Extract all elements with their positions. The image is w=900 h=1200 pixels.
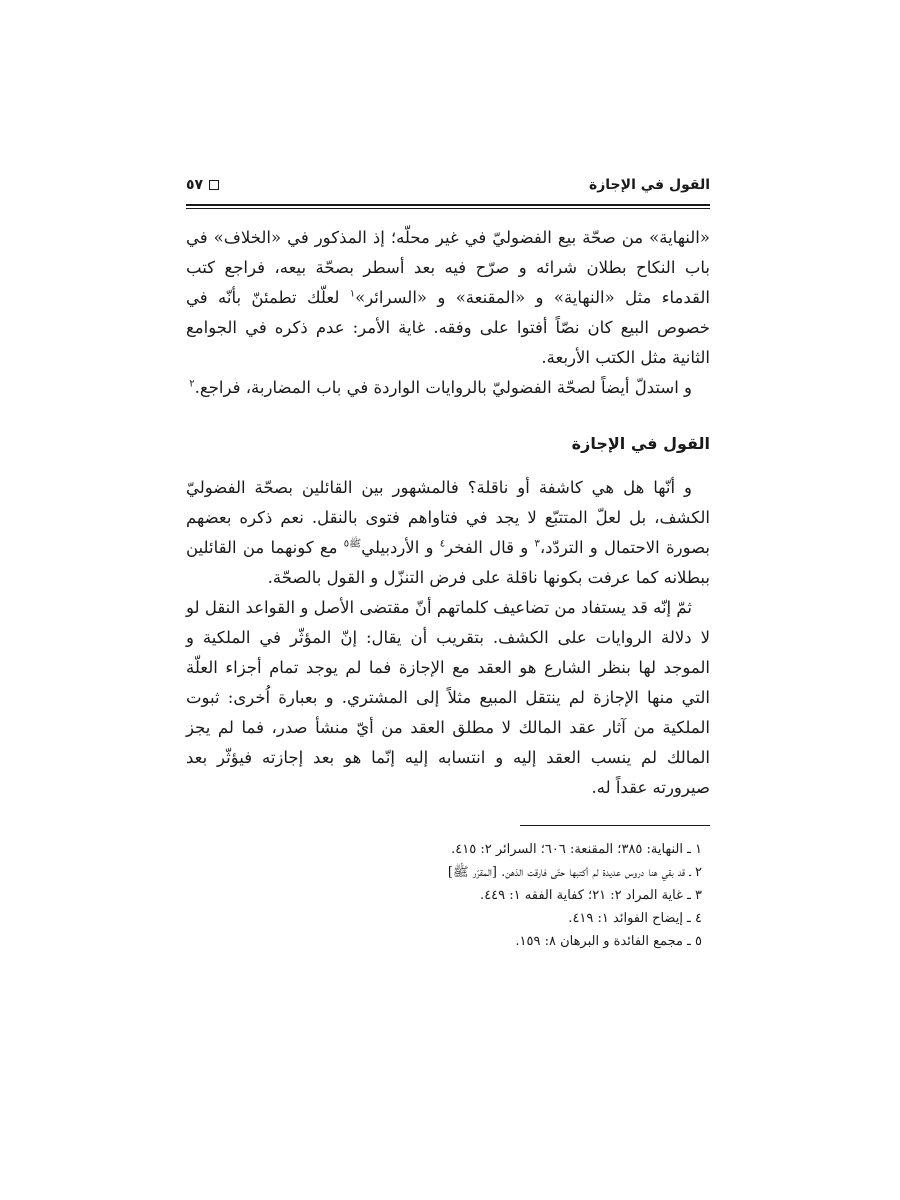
- paragraph-kashf-naql: و أنّها هل هي كاشفة أو ناقلة؟ فالمشهور بين القائلين بصحّة الفضوليّ الكشف، بل لعلّ المتتبّع لا يجد في فتاواهم فتوى بالنقل. نعم ذكره بعضهم بصورة الاحتمال و التردّد،$^٣$ و قال الفخر$^٤$ و الأردبيلي$^{ﷺ٥}$ مع كونهما من القائلين ببطلانه كما عرفت بكونها ناقلة على فرض التنزّل و القول بالصحّة.: [186, 478, 710, 587]
- body-text: [186, 223, 710, 803]
- honorific-glyph: ﷺ: [349, 538, 362, 550]
- section-heading: القول في الإجازة: [571, 434, 710, 453]
- footnote-ref-4: ٤: [439, 538, 446, 550]
- header-rule-thin: [186, 208, 710, 209]
- footnote-divider: [520, 825, 710, 826]
- footnote-1: ١ ـ النهاية: ٣٨٥؛ المقنعة: ٦٠٦؛ السرائر ٢: ٤١٥.: [451, 842, 702, 857]
- book-page: [186, 170, 710, 953]
- footnote-ref-1: ١: [349, 288, 356, 300]
- paragraph-mudaraba: و استدلّ أيضاً لصحّة الفضوليّ بالروايات الواردة في باب المضاربة، فراجع.$^٢$: [189, 378, 692, 397]
- header-rule-thick: [186, 204, 710, 206]
- footnote-3: ٣ ـ غاية المراد ٢: ٢١؛ كفاية الفقه ١: ٤٤٩.: [480, 888, 702, 903]
- footnote-2: ٢ ـ قد بقي هنا دروس عديدة لم أكتبها حتّى فارقت الذهن. [المقرّر ﷺ]: [447, 865, 702, 880]
- square-box-icon: [209, 180, 219, 190]
- footnote-ref-2: ٢: [189, 378, 195, 390]
- footnote-ref-3: ٣: [534, 538, 540, 550]
- paragraph-asl-qawaid: ثمّ إنّه قد يستفاد من تضاعيف كلماتهم أنّ مقتضى الأصل و القواعد النقل لو لا دلالة الروايات على الكشف. بتقريب أن يقال: إنّ المؤثّر في الملكية و الموجد لها بنظر الشارع هو العقد مع الإجازة فما لم يوجد تمام أجزاء العلّة التي منها الإجازة لم ينتقل المبيع مثلاً إلى المشتري. و بعبارة اُخرى: ثبوت الملكية من آثار عقد المالك لا مطلق العقد من أيّ منشأ صدر، فما لم يجز المالك لم ينسب العقد إليه و انتسابه إليه إنّما هو بعد إجازته فيؤثّر بعد صيرورته عقداً له.: [186, 598, 710, 797]
- footnote-4: ٤ ـ إيضاح الفوائد ١: ٤١٩.: [568, 911, 702, 926]
- footnote-5: ٥ ـ مجمع الفائدة و البرهان ٨: ١٥٩.: [515, 934, 702, 949]
- running-title: القول في الإجازة: [588, 177, 710, 193]
- running-header: [186, 170, 710, 200]
- page-number-group: [186, 177, 219, 193]
- page-number: ٥٧: [186, 177, 204, 193]
- footnotes: [186, 838, 710, 953]
- paragraph-continued: «النهاية» من صحّة بيع الفضوليّ في غير محلّه؛ إذ المذكور في «الخلاف» في باب النكاح بطلان شرائه و صرّح فيه بعد أسطر بصحّة بيعه، فراجع كتب القدماء مثل «النهاية» و «المقنعة» و «السرائر»$^١$ لعلّك تطمئنّ بأنّه في خصوص البيع كان نصّاً أفتوا على وفقه. غاية الأمر: عدم ذكره في الجوامع الثانية مثل الكتب الأربعة.: [186, 228, 710, 367]
- footnote-ref-5: ٥: [343, 538, 350, 550]
